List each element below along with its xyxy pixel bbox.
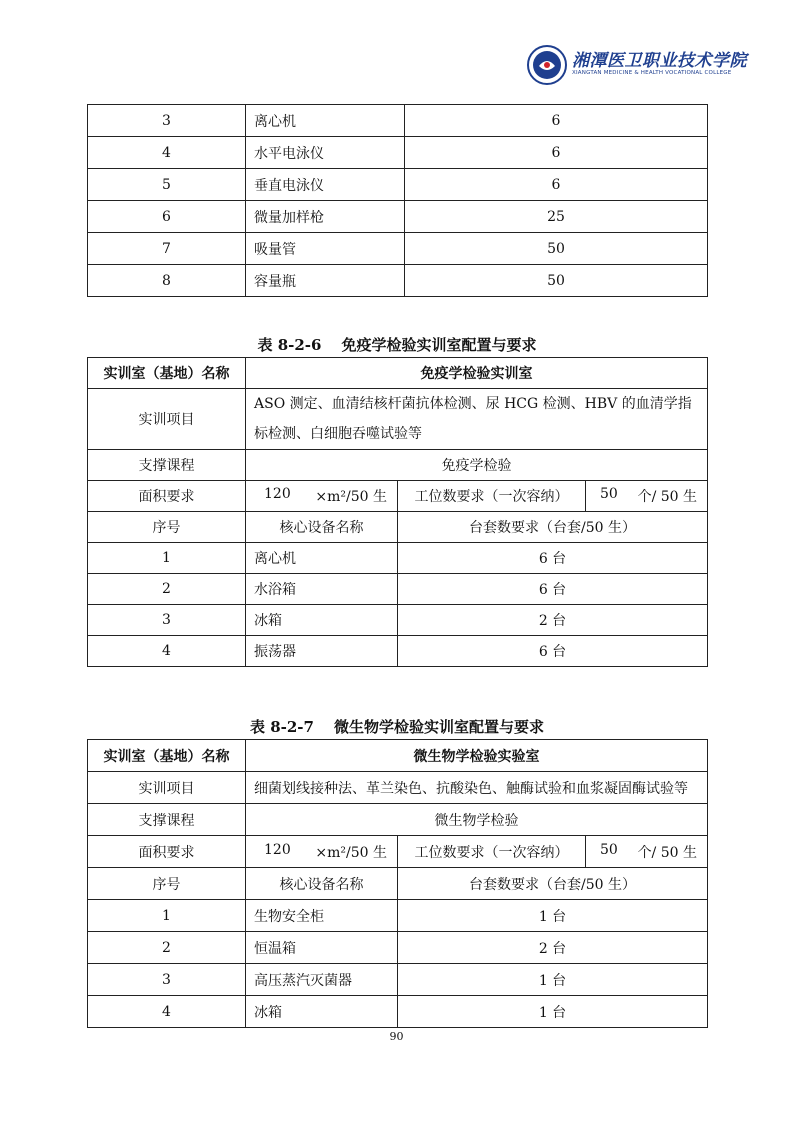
row-number: 7 [88,233,246,265]
equipment-name: 生物安全柜 [246,900,398,932]
table-header-row [88,868,708,900]
station-unit: 个/ 50 生 [637,844,697,861]
equipment-table-continued [87,104,708,297]
equipment-quantity: 1 台 [398,964,708,996]
equipment-quantity: 6 [405,169,708,201]
equipment-quantity: 1 台 [398,996,708,1028]
area-label: 面积要求 [88,836,246,868]
course-value: 微生物学检验 [246,804,708,836]
row-number: 2 [88,574,246,605]
station-label: 工位数要求（一次容纳） [398,836,586,868]
row-number: 8 [88,265,246,297]
equipment-quantity: 50 [405,233,708,265]
items-value: ASO 测定、血清结核杆菌抗体检测、尿 HCG 检测、HBV 的血清学指标检测、白细胞吞噬试验等 [246,389,708,450]
station-unit: 个/ 50 生 [637,489,698,505]
equipment-name: 离心机 [246,105,405,137]
course-label: 支撑课程 [88,450,246,481]
area-label: 面积要求 [88,481,246,512]
area-number: 120 [264,486,291,502]
microbiology-lab-table [87,739,708,1028]
college-name-en: XIANGTAN MEDICINE & HEALTH VOCATIONAL COLLEGE [572,70,732,76]
items-label: 实训项目 [88,772,246,804]
row-number: 6 [88,201,246,233]
items-value: 细菌划线接种法、革兰染色、抗酸染色、触酶试验和血浆凝固酶试验等 [246,772,708,804]
equipment-quantity: 50 [405,265,708,297]
row-number: 3 [88,605,246,636]
table-row [88,233,708,265]
equipment-name: 水平电泳仪 [246,137,405,169]
table-row [88,836,708,868]
equipment-quantity: 2 台 [398,932,708,964]
station-label: 工位数要求（一次容纳） [398,481,586,512]
equipment-quantity: 25 [405,201,708,233]
college-emblem-icon [526,44,568,86]
table-row [88,772,708,804]
table-row [88,481,708,512]
column-header-number: 序号 [88,868,246,900]
equipment-name: 垂直电泳仪 [246,169,405,201]
column-header-equipment: 核心设备名称 [246,512,398,543]
room-label: 实训室（基地）名称 [88,740,246,772]
immunology-lab-table [87,357,708,667]
equipment-quantity: 6 台 [398,636,708,667]
table-row [88,137,708,169]
table-row [88,201,708,233]
table-row [88,265,708,297]
table-row [88,605,708,636]
equipment-name: 振荡器 [246,636,398,667]
equipment-quantity: 2 台 [398,605,708,636]
equipment-name: 高压蒸汽灭菌器 [246,964,398,996]
table-row [88,740,708,772]
row-number: 4 [88,636,246,667]
equipment-name: 微量加样枪 [246,201,405,233]
equipment-name: 冰箱 [246,996,398,1028]
table-row [88,358,708,389]
table-row [88,574,708,605]
caption-title: 免疫学检验实训室配置与要求 [341,336,537,354]
equipment-name: 离心机 [246,543,398,574]
college-name-cn: 湘潭医卫职业技术学院 [572,51,747,71]
college-logo [526,40,747,92]
table-row [88,964,708,996]
caption-number: 表 8-2-6 [257,336,322,354]
caption-number: 表 8-2-7 [249,718,314,736]
station-value [586,481,708,512]
station-value [586,836,708,868]
equipment-name: 冰箱 [246,605,398,636]
equipment-quantity: 6 台 [398,574,708,605]
table-row [88,636,708,667]
equipment-name: 水浴箱 [246,574,398,605]
course-value: 免疫学检验 [246,450,708,481]
station-number: 50 [600,486,618,502]
table-row [88,389,708,450]
column-header-equipment: 核心设备名称 [246,868,398,900]
area-value [246,836,398,868]
room-label: 实训室（基地）名称 [88,358,246,389]
room-name: 免疫学检验实训室 [246,358,708,389]
table-row [88,900,708,932]
row-number: 1 [88,900,246,932]
equipment-quantity: 6 [405,105,708,137]
row-number: 1 [88,543,246,574]
row-number: 3 [88,964,246,996]
table-row [88,996,708,1028]
row-number: 5 [88,169,246,201]
table-row [88,169,708,201]
column-header-number: 序号 [88,512,246,543]
row-number: 4 [88,137,246,169]
course-label: 支撑课程 [88,804,246,836]
equipment-name: 容量瓶 [246,265,405,297]
row-number: 3 [88,105,246,137]
table-caption-8-2-7 [87,716,707,737]
station-number: 50 [600,841,618,858]
table-row [88,105,708,137]
row-number: 4 [88,996,246,1028]
row-number: 2 [88,932,246,964]
column-header-quantity: 台套数要求（台套/50 生） [398,512,708,543]
equipment-quantity: 6 [405,137,708,169]
room-name: 微生物学检验实验室 [246,740,708,772]
equipment-quantity: 1 台 [398,900,708,932]
equipment-quantity: 6 台 [398,543,708,574]
equipment-name: 恒温箱 [246,932,398,964]
table-row [88,932,708,964]
table-row [88,804,708,836]
items-label: 实训项目 [88,389,246,450]
table-row [88,450,708,481]
area-unit: ×m²/50 生 [315,489,387,505]
equipment-name: 吸量管 [246,233,405,265]
table-header-row [88,512,708,543]
area-value [246,481,398,512]
page-number: 90 [389,1030,404,1043]
column-header-quantity: 台套数要求（台套/50 生） [398,868,708,900]
caption-title: 微生物学检验实训室配置与要求 [333,718,544,736]
table-caption-8-2-6 [87,334,707,355]
area-number: 120 [264,841,291,858]
area-unit: ×m²/50 生 [315,844,387,861]
table-row [88,543,708,574]
